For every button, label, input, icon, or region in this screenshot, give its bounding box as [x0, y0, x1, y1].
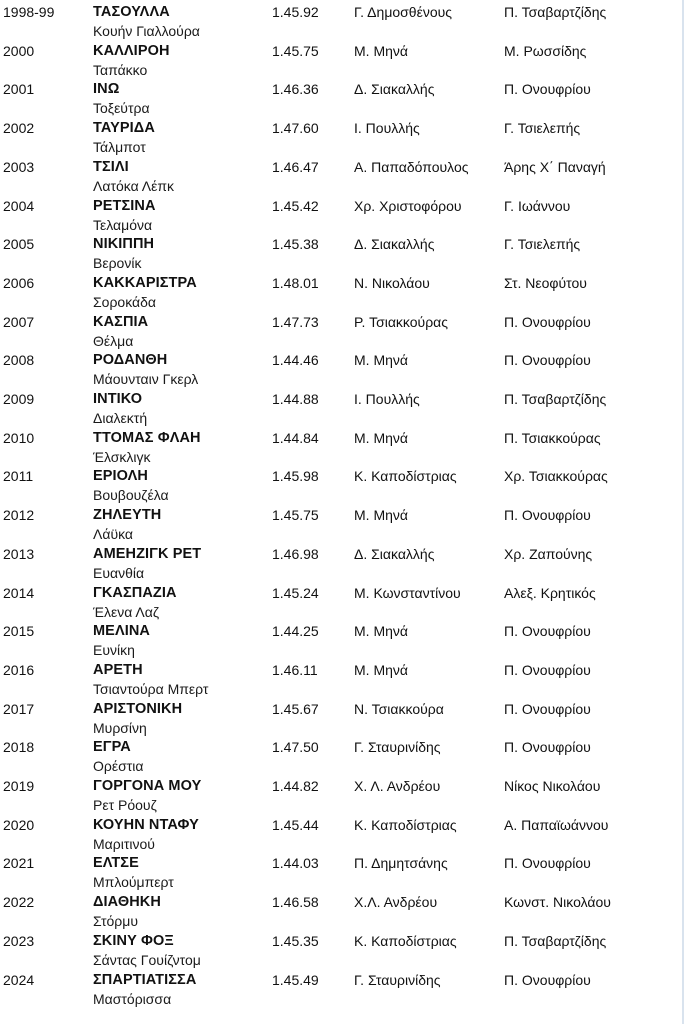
horse-name: ΤΣΙΛΙ: [93, 158, 129, 175]
year: 2022: [3, 894, 35, 911]
record-main-line: [0, 391, 680, 411]
trainer: Γ. Ιωάννου: [504, 197, 571, 214]
record-main-line: [0, 855, 680, 875]
trainer: Π. Ονουφρίου: [504, 739, 591, 756]
year: 2024: [3, 971, 35, 988]
race-time: 1.45.75: [272, 42, 319, 59]
jockey: Γ. Σταυρινίδης: [354, 739, 441, 756]
race-time: 1.46.58: [272, 894, 319, 911]
record-main-line: [0, 81, 680, 101]
horse-name: ΚΑΚΚΑΡΙΣΤΡΑ: [93, 274, 197, 291]
record-row: [0, 581, 680, 620]
dam-name: Ρετ Ρόουζ: [93, 797, 157, 813]
dam-name: Μαριτινού: [93, 835, 155, 852]
dam-name: Διαλεκτή: [93, 410, 148, 426]
year: 2014: [3, 584, 35, 601]
record-row: [0, 310, 680, 349]
year: 1998-99: [3, 4, 55, 20]
trainer: Στ. Νεοφύτου: [504, 274, 587, 291]
race-time: 1.45.92: [272, 4, 319, 20]
record-row: [0, 503, 680, 542]
jockey: Μ. Μηνά: [354, 352, 408, 369]
race-time: 1.45.49: [272, 971, 319, 988]
trainer: Νίκος Νικολάου: [504, 778, 601, 794]
record-row: [0, 697, 680, 736]
record-row: [0, 232, 680, 271]
trainer: Π. Ονουφρίου: [504, 971, 591, 988]
race-time: 1.47.50: [272, 739, 319, 756]
jockey: Ι. Πουλλής: [354, 120, 420, 137]
record-row: [0, 0, 680, 39]
record-main-line: [0, 159, 680, 179]
dam-name: Μυρσίνη: [93, 719, 147, 736]
dam-name: Στόρμυ: [93, 913, 138, 930]
record-row: [0, 851, 680, 890]
race-time: 1.45.98: [272, 468, 319, 485]
horse-name: ΔΙΑΘΗΚΗ: [93, 894, 161, 911]
record-row: [0, 619, 680, 658]
race-time: 1.44.84: [272, 429, 319, 446]
record-main-line: [0, 507, 680, 527]
trainer: Άρης Χ΄ Παναγή: [504, 158, 606, 175]
record-main-line: [0, 585, 680, 605]
record-main-line: [0, 120, 680, 140]
trainer: Αλεξ. Κρητικός: [504, 584, 596, 601]
dam-name: Τσιαντούρα Μπερτ: [93, 680, 209, 697]
trainer: Π. Ονουφρίου: [504, 507, 591, 524]
record-row: [0, 77, 680, 116]
dam-name: Κουήν Γιαλλούρα: [93, 23, 200, 39]
record-main-line: [0, 546, 680, 566]
horse-name: ΑΡΕΤΗ: [93, 661, 143, 678]
record-main-line: [0, 933, 680, 953]
horse-name: ΑΜΕΗΖΙΓΚ ΡΕΤ: [93, 545, 202, 562]
trainer: Π. Τσαβαρτζίδης: [504, 932, 607, 949]
race-time: 1.44.88: [272, 391, 319, 407]
horse-name: ΚΑΣΠΙΑ: [93, 313, 149, 330]
record-row: [0, 929, 680, 968]
jockey: Γ. Δημοσθένους: [354, 4, 453, 20]
jockey: Χ. Λ. Ανδρέου: [354, 778, 441, 794]
year: 2012: [3, 507, 35, 524]
record-row: [0, 813, 680, 852]
record-main-line: [0, 662, 680, 682]
horse-name: ΤΤΟΜΑΣ ΦΛΑΗ: [93, 429, 201, 446]
record-row: [0, 387, 680, 426]
year: 2005: [3, 236, 35, 253]
record-main-line: [0, 701, 680, 721]
year: 2002: [3, 120, 35, 137]
record-row: [0, 890, 680, 929]
record-main-line: [0, 817, 680, 837]
year: 2000: [3, 42, 35, 59]
record-row: [0, 194, 680, 233]
race-time: 1.45.42: [272, 197, 319, 214]
horse-name: ΝΙΚΙΠΠΗ: [93, 236, 155, 253]
jockey: Δ. Σιακαλλής: [354, 545, 435, 562]
trainer: Α. Παπαϊωάννου: [504, 816, 609, 833]
horse-name: ΤΑΥΡΙΔΑ: [93, 120, 155, 137]
jockey: Δ. Σιακαλλής: [354, 81, 435, 98]
record-row: [0, 116, 680, 155]
trainer: Κωνστ. Νικολάου: [504, 894, 611, 911]
record-main-line: [0, 894, 680, 914]
race-time: 1.46.11: [272, 661, 318, 678]
jockey: Ν. Νικολάου: [354, 274, 430, 291]
year: 2008: [3, 352, 35, 369]
horse-name: ΑΡΙΣΤΟΝΙΚΗ: [93, 700, 183, 717]
jockey: Ν. Τσιακκούρα: [354, 700, 444, 717]
dam-name: Έλσκλιγκ: [93, 448, 151, 465]
trainer: Π. Ονουφρίου: [504, 81, 591, 98]
year: 2018: [3, 739, 35, 756]
horse-name: ΡΕΤΣΙΝΑ: [93, 197, 156, 214]
record-main-line: [0, 352, 680, 372]
race-time: 1.47.60: [272, 120, 319, 137]
dam-name: Ορέστια: [93, 758, 144, 775]
race-time: 1.45.67: [272, 700, 319, 717]
horse-name: ΖΗΛΕΥΤΗ: [93, 507, 162, 524]
record-row: [0, 658, 680, 697]
trainer: Π. Τσιακκούρας: [504, 429, 601, 446]
race-time: 1.46.47: [272, 158, 319, 175]
horse-name: ΚΑΛΛΙΡΟΗ: [93, 42, 170, 59]
trainer: Χρ. Ζαπούνης: [504, 545, 593, 562]
record-main-line: [0, 430, 680, 450]
year: 2020: [3, 816, 35, 833]
jockey: Κ. Καποδίστριας: [354, 468, 457, 485]
year: 2007: [3, 313, 35, 330]
jockey: Μ. Μηνά: [354, 429, 408, 446]
record-main-line: [0, 739, 680, 759]
year: 2001: [3, 81, 35, 98]
race-time: 1.45.24: [272, 584, 319, 601]
year: 2019: [3, 778, 35, 794]
record-row: [0, 464, 680, 503]
record-main-line: [0, 778, 680, 798]
trainer: Γ. Τσιελεπής: [504, 120, 581, 137]
race-time: 1.44.46: [272, 352, 319, 369]
record-row: [0, 348, 680, 387]
year: 2015: [3, 623, 35, 640]
dam-name: Σάντας Γουίζντομ: [93, 951, 201, 968]
dam-name: Ευνίκη: [93, 642, 135, 659]
jockey: Ι. Πουλλής: [354, 391, 420, 407]
record-row: [0, 774, 680, 813]
jockey: Μ. Μηνά: [354, 661, 408, 678]
jockey: Γ. Σταυρινίδης: [354, 971, 441, 988]
year: 2009: [3, 391, 35, 407]
race-time: 1.44.03: [272, 855, 319, 872]
dam-name: Λάϋκα: [93, 526, 134, 543]
dam-name: Τελαμόνα: [93, 216, 153, 233]
dam-name: Τοξεύτρα: [93, 100, 150, 117]
record-main-line: [0, 236, 680, 256]
year: 2021: [3, 855, 35, 872]
trainer: Π. Ονουφρίου: [504, 352, 591, 369]
year: 2003: [3, 158, 35, 175]
record-sub-line: [0, 991, 680, 1011]
race-time: 1.45.38: [272, 236, 319, 253]
jockey: Μ. Μηνά: [354, 623, 408, 640]
race-time: 1.46.98: [272, 545, 319, 562]
year: 2013: [3, 545, 35, 562]
year: 2016: [3, 661, 35, 678]
dam-name: Μαστόρισσα: [93, 990, 172, 1007]
trainer: Π. Ονουφρίου: [504, 700, 591, 717]
race-time: 1.46.36: [272, 81, 319, 98]
dam-name: Θέλμα: [93, 332, 134, 349]
horse-name: ΕΛΤΣΕ: [93, 855, 139, 872]
race-time: 1.45.35: [272, 932, 319, 949]
jockey: Κ. Καποδίστριας: [354, 932, 457, 949]
horse-name: ΙΝΩ: [93, 81, 120, 98]
horse-name: ΣΠΑΡΤΙΑΤΙΣΣΑ: [93, 971, 197, 988]
dam-name: Μάουνταιν Γκερλ: [93, 371, 199, 388]
record-row: [0, 968, 680, 1007]
horse-name: ΓΟΡΓΟΝΑ ΜΟΥ: [93, 778, 202, 794]
jockey: Δ. Σιακαλλής: [354, 236, 435, 253]
dam-name: Βουβουζέλα: [93, 487, 169, 504]
record-row: [0, 542, 680, 581]
dam-name: Λατόκα Λέπκ: [93, 177, 175, 194]
record-row: [0, 735, 680, 774]
record-main-line: [0, 972, 680, 992]
year: 2004: [3, 197, 35, 214]
jockey: Ρ. Τσιακκούρας: [354, 313, 449, 330]
record-main-line: [0, 275, 680, 295]
trainer: Π. Τσαβαρτζίδης: [504, 4, 607, 20]
jockey: Χρ. Χριστοφόρου: [354, 197, 462, 214]
race-time: 1.45.44: [272, 816, 319, 833]
horse-name: ΜΕΛΙΝΑ: [93, 623, 150, 640]
race-time: 1.45.75: [272, 507, 319, 524]
record-main-line: [0, 4, 680, 24]
jockey: Χ.Λ. Ανδρέου: [354, 894, 438, 911]
trainer: Μ. Ρωσσίδης: [504, 42, 587, 59]
year: 2006: [3, 274, 35, 291]
race-time: 1.47.73: [272, 313, 319, 330]
horse-name: ΤΑΣΟΥΛΛΑ: [93, 4, 170, 20]
horse-name: ΡΟΔΑΝΘΗ: [93, 352, 168, 369]
horse-name: ΕΓΡΑ: [93, 739, 131, 756]
trainer: Π. Ονουφρίου: [504, 623, 591, 640]
dam-name: Μπλούμπερτ: [93, 874, 174, 891]
year: 2017: [3, 700, 35, 717]
trainer: Π. Τσαβαρτζίδης: [504, 391, 607, 407]
dam-name: Βερονίκ: [93, 255, 142, 272]
race-time: 1.44.25: [272, 623, 319, 640]
horse-name: ΙΝΤΙΚΟ: [93, 391, 143, 407]
race-time: 1.44.82: [272, 778, 319, 794]
dam-name: Σοροκάδα: [93, 293, 156, 310]
jockey: Μ. Μηνά: [354, 42, 408, 59]
jockey: Κ. Καποδίστριας: [354, 816, 457, 833]
trainer: Χρ. Τσιακκούρας: [504, 468, 608, 485]
record-main-line: [0, 314, 680, 334]
record-row: [0, 155, 680, 194]
year: 2010: [3, 429, 35, 446]
jockey: Π. Δημητσάνης: [354, 855, 448, 872]
race-time: 1.48.01: [272, 274, 319, 291]
horse-name: ΣΚΙΝΥ ΦΟΞ: [93, 932, 174, 949]
dam-name: Ταπάκκο: [93, 61, 148, 78]
jockey: Μ. Μηνά: [354, 507, 408, 524]
horse-name: ΓΚΑΣΠΑΖΙΑ: [93, 584, 177, 601]
jockey: Μ. Κωνσταντίνου: [354, 584, 461, 601]
record-main-line: [0, 468, 680, 488]
year: 2023: [3, 932, 35, 949]
jockey: Α. Παπαδόπουλος: [354, 158, 469, 175]
trainer: Π. Ονουφρίου: [504, 313, 591, 330]
record-row: [0, 39, 680, 78]
record-main-line: [0, 623, 680, 643]
horse-name: ΕΡΙΟΛΗ: [93, 468, 149, 485]
dam-name: Έλενα Λαζ: [93, 603, 160, 620]
record-main-line: [0, 198, 680, 218]
horse-name: ΚΟΥΗΝ ΝΤΑΦΥ: [93, 816, 199, 833]
record-row: [0, 426, 680, 465]
dam-name: Τάλμποτ: [93, 139, 146, 156]
trainer: Γ. Τσιελεπής: [504, 236, 581, 253]
trainer: Π. Ονουφρίου: [504, 855, 591, 872]
record-row: [0, 271, 680, 310]
record-main-line: [0, 43, 680, 63]
trainer: Π. Ονουφρίου: [504, 661, 591, 678]
year: 2011: [3, 468, 34, 485]
dam-name: Ευανθία: [93, 564, 145, 581]
